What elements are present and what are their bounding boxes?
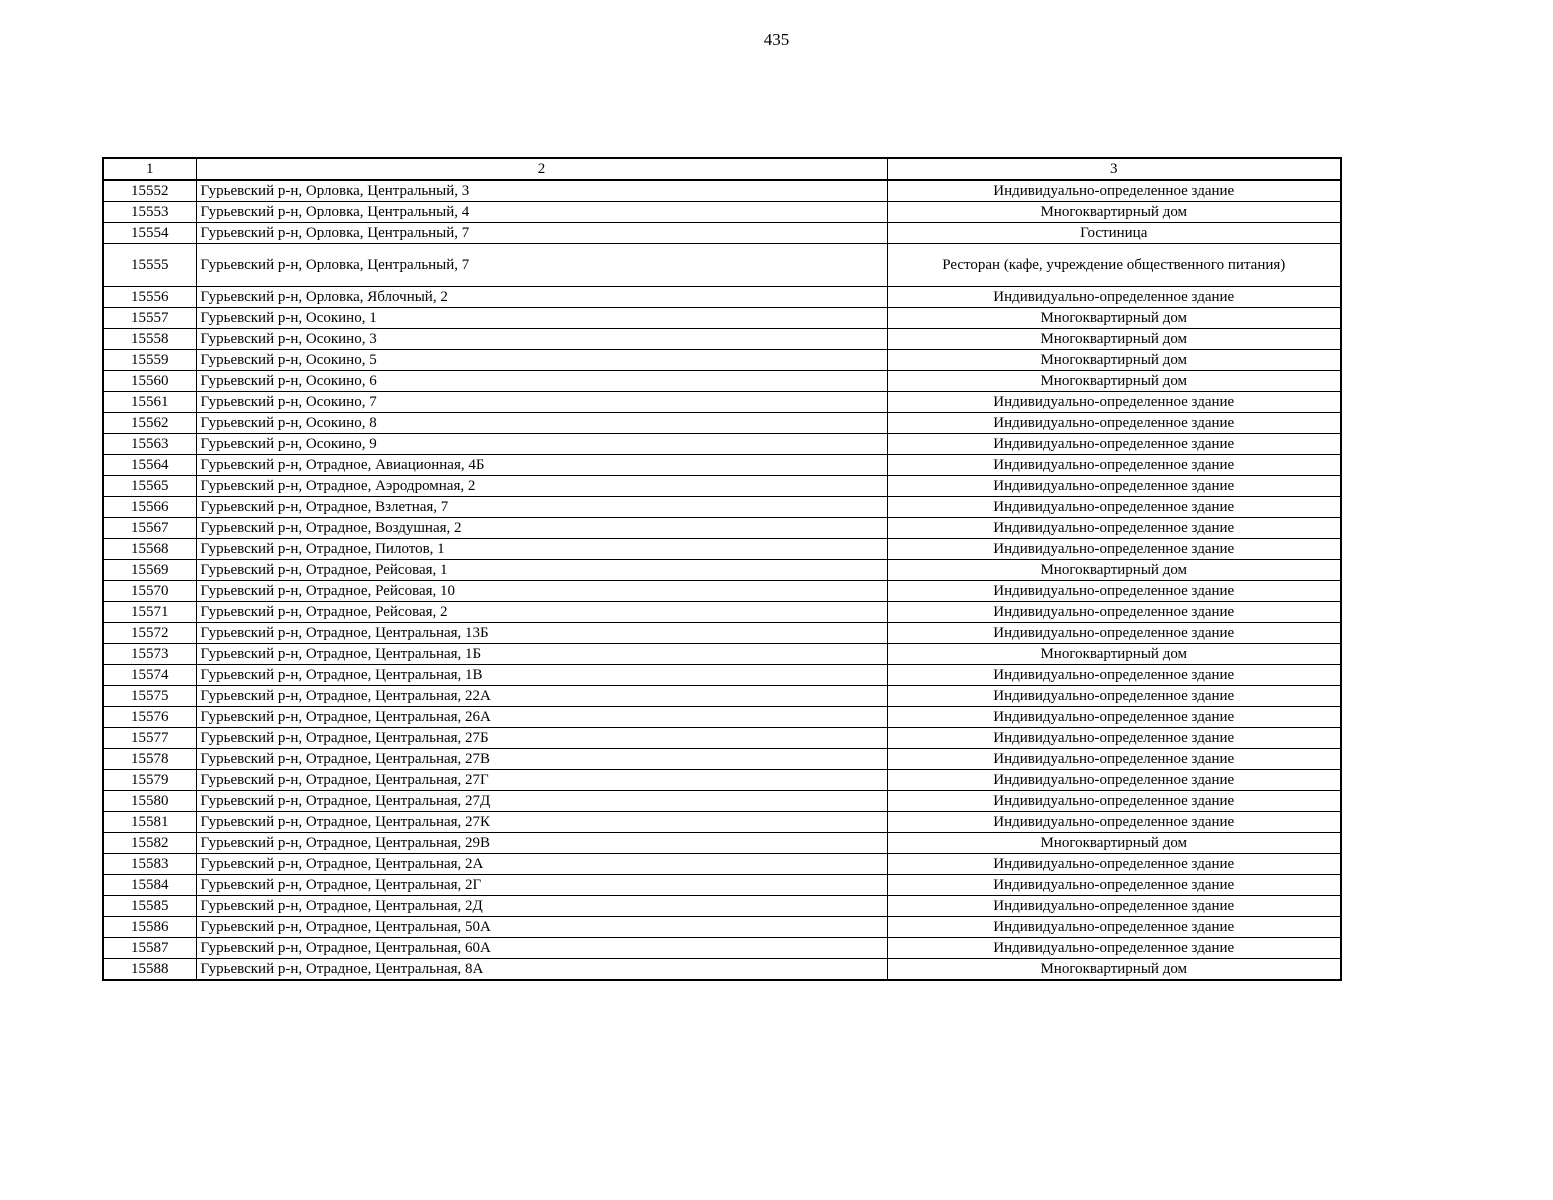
row-address-cell: Гурьевский р-н, Отрадное, Центральная, 27Д [196,791,887,812]
table-row [103,938,1341,959]
row-number-cell: 15556 [103,287,196,308]
row-number-cell: 15557 [103,308,196,329]
row-number-cell: 15553 [103,202,196,223]
row-number-cell: 15558 [103,329,196,350]
table-row [103,202,1341,223]
table-row [103,371,1341,392]
row-number-cell: 15587 [103,938,196,959]
row-address-cell: Гурьевский р-н, Отрадное, Центральная, 27Г [196,770,887,791]
row-address-cell: Гурьевский р-н, Осокино, 5 [196,350,887,371]
row-number-cell: 15567 [103,518,196,539]
table-row [103,959,1341,981]
row-address-cell: Гурьевский р-н, Орловка, Центральный, 4 [196,202,887,223]
row-number-cell: 15585 [103,896,196,917]
row-number-cell: 15569 [103,560,196,581]
table-row [103,770,1341,791]
row-address-cell: Гурьевский р-н, Отрадное, Центральная, 2Д [196,896,887,917]
row-address-cell: Гурьевский р-н, Осокино, 3 [196,329,887,350]
table-row [103,497,1341,518]
row-address-cell: Гурьевский р-н, Отрадное, Центральная, 2А [196,854,887,875]
row-type-cell: Многоквартирный дом [887,202,1341,223]
row-number-cell: 15573 [103,644,196,665]
row-type-cell: Индивидуально-определенное здание [887,392,1341,413]
row-number-cell: 15575 [103,686,196,707]
row-address-cell: Гурьевский р-н, Отрадное, Рейсовая, 2 [196,602,887,623]
row-address-cell: Гурьевский р-н, Отрадное, Аэродромная, 2 [196,476,887,497]
table-row [103,455,1341,476]
row-type-cell: Индивидуально-определенное здание [887,770,1341,791]
row-number-cell: 15583 [103,854,196,875]
table-row [103,833,1341,854]
table-row [103,350,1341,371]
row-number-cell: 15566 [103,497,196,518]
row-type-cell: Индивидуально-определенное здание [887,875,1341,896]
row-type-cell: Индивидуально-определенное здание [887,812,1341,833]
row-type-cell: Индивидуально-определенное здание [887,602,1341,623]
row-address-cell: Гурьевский р-н, Отрадное, Центральная, 13Б [196,623,887,644]
row-number-cell: 15577 [103,728,196,749]
row-address-cell: Гурьевский р-н, Отрадное, Центральная, 29В [196,833,887,854]
table-row [103,896,1341,917]
row-type-cell: Индивидуально-определенное здание [887,497,1341,518]
row-number-cell: 15560 [103,371,196,392]
row-number-cell: 15563 [103,434,196,455]
row-address-cell: Гурьевский р-н, Отрадное, Центральная, 50А [196,917,887,938]
row-number-cell: 15576 [103,707,196,728]
row-address-cell: Гурьевский р-н, Отрадное, Взлетная, 7 [196,497,887,518]
row-address-cell: Гурьевский р-н, Отрадное, Центральная, 60А [196,938,887,959]
row-type-cell: Многоквартирный дом [887,350,1341,371]
table-row [103,581,1341,602]
row-type-cell: Индивидуально-определенное здание [887,707,1341,728]
table-row [103,665,1341,686]
row-type-cell: Индивидуально-определенное здание [887,665,1341,686]
row-type-cell: Многоквартирный дом [887,371,1341,392]
row-number-cell: 15561 [103,392,196,413]
page-number: 435 [763,30,790,49]
row-type-cell: Индивидуально-определенное здание [887,180,1341,202]
table-row [103,707,1341,728]
row-type-cell: Индивидуально-определенное здание [887,518,1341,539]
row-number-cell: 15578 [103,749,196,770]
row-number-cell: 15565 [103,476,196,497]
row-address-cell: Гурьевский р-н, Осокино, 9 [196,434,887,455]
row-type-cell: Ресторан (кафе, учреждение общественного питания) [887,244,1341,287]
table-row [103,180,1341,202]
row-number-cell: 15562 [103,413,196,434]
table-row [103,244,1341,287]
row-number-cell: 15586 [103,917,196,938]
row-address-cell: Гурьевский р-н, Отрадное, Центральная, 8А [196,959,887,981]
table-row [103,623,1341,644]
table-row [103,728,1341,749]
row-address-cell: Гурьевский р-н, Осокино, 1 [196,308,887,329]
row-type-cell: Индивидуально-определенное здание [887,854,1341,875]
table-row [103,812,1341,833]
row-address-cell: Гурьевский р-н, Отрадное, Центральная, 27Б [196,728,887,749]
table-row [103,917,1341,938]
column-header-2: 2 [196,158,887,180]
row-number-cell: 15572 [103,623,196,644]
row-number-cell: 15579 [103,770,196,791]
table-row [103,644,1341,665]
row-address-cell: Гурьевский р-н, Орловка, Центральный, 3 [196,180,887,202]
row-address-cell: Гурьевский р-н, Отрадное, Центральная, 26А [196,707,887,728]
row-number-cell: 15582 [103,833,196,854]
row-address-cell: Гурьевский р-н, Отрадное, Центральная, 27В [196,749,887,770]
table-row [103,749,1341,770]
row-address-cell: Гурьевский р-н, Отрадное, Центральная, 2Г [196,875,887,896]
row-address-cell: Гурьевский р-н, Осокино, 7 [196,392,887,413]
row-type-cell: Индивидуально-определенное здание [887,917,1341,938]
table-row [103,392,1341,413]
row-number-cell: 15584 [103,875,196,896]
row-type-cell: Индивидуально-определенное здание [887,455,1341,476]
row-type-cell: Индивидуально-определенное здание [887,287,1341,308]
row-address-cell: Гурьевский р-н, Орловка, Центральный, 7 [196,244,887,287]
table-row [103,518,1341,539]
row-number-cell: 15580 [103,791,196,812]
table-row [103,287,1341,308]
row-type-cell: Гостиница [887,223,1341,244]
table-row [103,854,1341,875]
row-number-cell: 15574 [103,665,196,686]
row-type-cell: Индивидуально-определенное здание [887,686,1341,707]
row-type-cell: Индивидуально-определенное здание [887,749,1341,770]
row-type-cell: Индивидуально-определенное здание [887,434,1341,455]
table-row [103,791,1341,812]
table-row [103,602,1341,623]
table-row [103,413,1341,434]
table-row [103,308,1341,329]
row-number-cell: 15552 [103,180,196,202]
row-type-cell: Индивидуально-определенное здание [887,476,1341,497]
row-type-cell: Многоквартирный дом [887,644,1341,665]
table-row [103,223,1341,244]
table-row [103,875,1341,896]
row-address-cell: Гурьевский р-н, Отрадное, Центральная, 1В [196,665,887,686]
row-address-cell: Гурьевский р-н, Орловка, Центральный, 7 [196,223,887,244]
row-address-cell: Гурьевский р-н, Осокино, 8 [196,413,887,434]
row-number-cell: 15570 [103,581,196,602]
row-address-cell: Гурьевский р-н, Отрадное, Рейсовая, 1 [196,560,887,581]
row-address-cell: Гурьевский р-н, Отрадное, Центральная, 22А [196,686,887,707]
table-row [103,476,1341,497]
row-address-cell: Гурьевский р-н, Отрадное, Центральная, 1Б [196,644,887,665]
row-number-cell: 15588 [103,959,196,981]
row-number-cell: 15559 [103,350,196,371]
row-number-cell: 15555 [103,244,196,287]
registry-table [102,157,1342,981]
row-type-cell: Многоквартирный дом [887,959,1341,981]
row-type-cell: Индивидуально-определенное здание [887,623,1341,644]
row-type-cell: Многоквартирный дом [887,560,1341,581]
table-row [103,539,1341,560]
row-type-cell: Индивидуально-определенное здание [887,938,1341,959]
table-header-row [103,158,1341,180]
row-address-cell: Гурьевский р-н, Отрадное, Пилотов, 1 [196,539,887,560]
row-number-cell: 15571 [103,602,196,623]
row-type-cell: Многоквартирный дом [887,833,1341,854]
column-header-3: 3 [887,158,1341,180]
row-type-cell: Многоквартирный дом [887,308,1341,329]
row-type-cell: Индивидуально-определенное здание [887,413,1341,434]
table-row [103,434,1341,455]
row-address-cell: Гурьевский р-н, Осокино, 6 [196,371,887,392]
row-address-cell: Гурьевский р-н, Отрадное, Рейсовая, 10 [196,581,887,602]
row-type-cell: Индивидуально-определенное здание [887,791,1341,812]
row-type-cell: Многоквартирный дом [887,329,1341,350]
table-row [103,686,1341,707]
row-type-cell: Индивидуально-определенное здание [887,539,1341,560]
row-address-cell: Гурьевский р-н, Отрадное, Авиационная, 4Б [196,455,887,476]
column-header-1: 1 [103,158,196,180]
row-type-cell: Индивидуально-определенное здание [887,581,1341,602]
row-address-cell: Гурьевский р-н, Орловка, Яблочный, 2 [196,287,887,308]
table-row [103,329,1341,350]
row-number-cell: 15568 [103,539,196,560]
row-number-cell: 15564 [103,455,196,476]
row-address-cell: Гурьевский р-н, Отрадное, Воздушная, 2 [196,518,887,539]
row-address-cell: Гурьевский р-н, Отрадное, Центральная, 27К [196,812,887,833]
row-type-cell: Индивидуально-определенное здание [887,896,1341,917]
table-row [103,560,1341,581]
row-number-cell: 15554 [103,223,196,244]
row-number-cell: 15581 [103,812,196,833]
row-type-cell: Индивидуально-определенное здание [887,728,1341,749]
